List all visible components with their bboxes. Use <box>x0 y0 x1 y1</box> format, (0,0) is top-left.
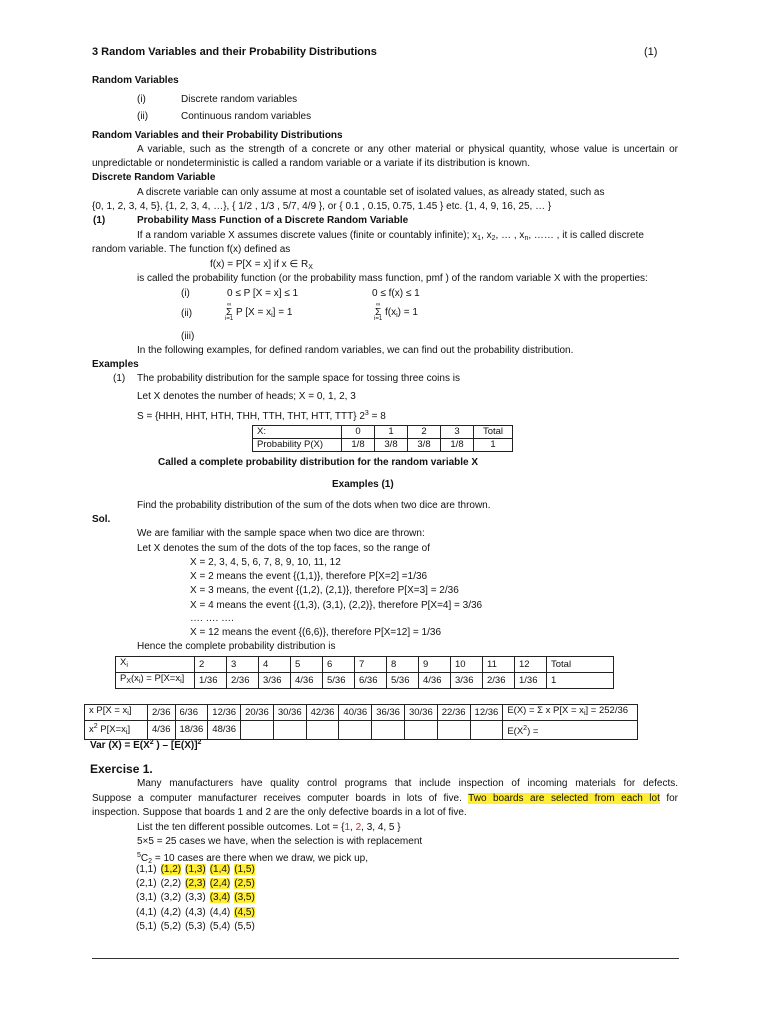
outcome-pair: (4,1) <box>136 906 157 918</box>
table-cell: x $P[X = x_i]$ <box>85 705 148 721</box>
paragraph-line: A variable, such as the strength of a concrete or any other material or physical quantity, whose value is uncertain or <box>137 144 678 155</box>
formula: f(x) = P[X = x] if x ∈ $R_X$ <box>210 259 313 271</box>
paragraph-line: We are familiar with the sample space when two dice are thrown: <box>137 528 425 539</box>
outcome-pair: (4,5) <box>234 906 255 918</box>
paragraph-line: X = 4 means the event {(1,3), (3,1), (2,2)}, therefore P[X=4] = 3/36 <box>190 600 483 611</box>
paragraph-line: random variable. The function f(x) defined as <box>92 244 291 255</box>
coin-distribution-table <box>252 425 513 452</box>
dice-distribution-table <box>115 656 614 689</box>
table-cell: 2/36 <box>227 673 259 689</box>
table-cell: 1 <box>474 439 513 452</box>
list-num: (ii) <box>181 308 193 319</box>
outcome-row <box>136 921 259 933</box>
table-cell: 7 <box>355 657 387 673</box>
table-row <box>253 439 513 452</box>
table-cell: 18/36 <box>175 721 208 740</box>
table-cell: 10 <box>451 657 483 673</box>
paragraph-line: X = 12 means the event {(6,6)}, therefore P[X=12] = 1/36 <box>190 627 442 638</box>
outcome-pair: (2,4) <box>209 878 231 890</box>
outcome-pair: (4,3) <box>185 906 206 918</box>
table-cell: $P_X(x_i) = P[X=x_i]$ <box>116 673 195 689</box>
table-cell <box>339 721 372 740</box>
outcome-pair: (1,3) <box>185 864 206 875</box>
outcome-pair: (2,3) <box>185 878 206 890</box>
table-cell: 3 <box>441 426 474 439</box>
outcome-pair: (2,2) <box>160 878 182 890</box>
list-item: Discrete random variables <box>181 94 298 105</box>
table-cell: 22/36 <box>437 705 470 721</box>
paragraph-line: X = 2 means the event {(1,1)}, therefore P[X=2] =1/36 <box>190 571 428 582</box>
paragraph-line: Hence the complete probability distribution is <box>137 641 336 652</box>
table-row <box>253 426 513 439</box>
table-cell: 5/36 <box>387 673 419 689</box>
table-cell: 5/36 <box>323 673 355 689</box>
table-cell: 48/36 <box>208 721 241 740</box>
outcome-row <box>136 878 259 890</box>
table-cell: 3/36 <box>451 673 483 689</box>
expectation-table <box>84 704 638 740</box>
outcome-pair: (3,2) <box>160 892 182 904</box>
table-cell: 12 <box>515 657 547 673</box>
table-cell: 4/36 <box>148 721 176 740</box>
example-number: (1) <box>113 373 126 384</box>
table-cell: 1/8 <box>342 439 375 452</box>
table-cell: 5 <box>291 657 323 673</box>
outcome-pair: (5,2) <box>160 920 182 932</box>
paragraph-line: …. …. …. <box>190 613 234 624</box>
outcome-pair: (3,3) <box>185 892 206 904</box>
table-cell: 9 <box>419 657 451 673</box>
table-caption: Called a complete probability distribution for the random variable X <box>158 457 479 468</box>
table-cell: 30/36 <box>404 705 437 721</box>
paragraph-line: Suppose a computer manufacturer receives computer boards in lots of five. Two boards are selected from each lot for <box>92 793 679 804</box>
footer-rule <box>92 958 679 959</box>
table-cell <box>470 721 503 740</box>
section-heading: Random Variables and their Probability Distributions <box>92 130 343 141</box>
paragraph-line: S = {HHH, HHT, HTH, THH, TTH, THT, HTT, TTT} $2^3 = 8$ <box>137 410 386 422</box>
table-cell: Total <box>547 657 614 673</box>
paragraph-line: X = 3 means, the event {(1,2), (2,1)}, therefore P[X=3] = 2/36 <box>190 585 459 596</box>
outcome-pair: (1,1) <box>136 864 157 875</box>
paragraph-line: $^5C_2 = 10$ cases are there when we draw, we pick up, <box>137 852 368 865</box>
table-cell: 3/36 <box>259 673 291 689</box>
table-cell: X: <box>253 426 342 439</box>
paragraph-line: Find the probability distribution of the sum of the dots when two dice are thrown. <box>137 500 491 511</box>
outcome-pair: (5,5) <box>234 920 255 932</box>
section-number: (1) <box>93 215 106 226</box>
list-num: (iii) <box>181 331 195 342</box>
table-row <box>116 657 614 673</box>
table-cell: Total <box>474 426 513 439</box>
table-cell <box>404 721 437 740</box>
table-cell: 36/36 <box>372 705 405 721</box>
outcome-pair: (4,4) <box>209 906 231 918</box>
outcome-pair: (1,4) <box>209 864 231 875</box>
paragraph-line: A discrete variable can only assume at most a countable set of isolated values, as already stated, such as <box>137 187 605 198</box>
table-cell: 1 <box>547 673 614 689</box>
outcome-pair: (3,5) <box>234 892 255 904</box>
formula: ∞ Σ i=1 P $[X = x_i] = 1$ <box>225 302 293 322</box>
page-number: (1) <box>644 46 658 58</box>
formula: 0 ≤ f(x) ≤ 1 <box>372 288 420 299</box>
table-cell: 2 <box>408 426 441 439</box>
outcome-pair: (5,3) <box>185 920 206 932</box>
table-cell: 6 <box>323 657 355 673</box>
list-item: Continuous random variables <box>181 111 312 122</box>
table-cell <box>241 721 274 740</box>
table-cell: 4/36 <box>419 673 451 689</box>
outcome-pair: (3,4) <box>209 892 231 904</box>
outcome-pair: (3,1) <box>136 892 157 904</box>
highlighted-text: Two boards are selected from each lot <box>468 793 660 804</box>
table-cell <box>437 721 470 740</box>
section-heading: Examples (1) <box>332 479 394 490</box>
list-num: (ii) <box>137 111 149 122</box>
table-cell: $X_i$ <box>116 657 195 673</box>
paragraph-line: If a random variable X assumes discrete values (finite or countably infinite); $x_1$, $x_2$, … , $x_n$, …… , it is called discrete <box>137 230 644 242</box>
table-cell: 2 <box>195 657 227 673</box>
table-cell: 30/36 <box>273 705 306 721</box>
table-cell: 1 <box>375 426 408 439</box>
outcome-row <box>136 864 259 876</box>
paragraph-line: inspection. Suppose that boards 1 and 2 are the only defective boards in a lot of five. <box>92 807 467 818</box>
table-cell: $E(X^2)$ = <box>503 721 638 740</box>
formula: 0 ≤ P [X = x] ≤ 1 <box>227 288 299 299</box>
outcome-row <box>136 892 259 904</box>
variance-formula: Var $(X) = E(X^2$ ) – $[E(X)]^2$ <box>90 739 202 751</box>
outcome-row <box>136 907 259 919</box>
table-cell: 1/36 <box>515 673 547 689</box>
paragraph-line: is called the probability function (or the probability mass function, pmf ) of the random variable X with the properties: <box>137 273 648 284</box>
table-cell: 11 <box>483 657 515 673</box>
outcome-pair: (4,2) <box>160 906 182 918</box>
outcome-pair: (2,1) <box>136 878 157 890</box>
table-cell: $x^2$ $P[X=x_i]$ <box>85 721 148 740</box>
table-cell: 1/8 <box>441 439 474 452</box>
outcome-pair: (2,5) <box>234 878 255 890</box>
table-cell: 6/36 <box>355 673 387 689</box>
table-cell: 1/36 <box>195 673 227 689</box>
table-cell: 4 <box>259 657 291 673</box>
paragraph-line: The probability distribution for the sample space for tossing three coins is <box>137 373 460 384</box>
section-heading: Discrete Random Variable <box>92 172 216 183</box>
paragraph-line: List the ten different possible outcomes. Lot = {1, 2, 3, 4, 5 } <box>137 822 401 833</box>
paragraph-line: unpredictable or nondeterministic is called a random variable or a variate if its distribution is known. <box>92 158 530 169</box>
table-cell: 12/36 <box>208 705 241 721</box>
table-cell: 20/36 <box>241 705 274 721</box>
section-heading: Probability Mass Function of a Discrete Random Variable <box>137 215 409 226</box>
table-row <box>116 673 614 689</box>
outcome-pair: (5,1) <box>136 920 157 932</box>
random-variables-heading: Random Variables <box>92 75 179 86</box>
table-cell: E(X) = Σ x $P[X = x_i] = 252/36$ <box>503 705 638 721</box>
table-cell: 3 <box>227 657 259 673</box>
table-cell: Probability P(X) <box>253 439 342 452</box>
sigma-symbol: ∞ Σ i=1 <box>374 302 383 322</box>
table-cell: 2/36 <box>483 673 515 689</box>
paragraph-line: Let X denotes the sum of the dots of the top faces, so the range of <box>137 543 430 554</box>
table-cell: 42/36 <box>306 705 339 721</box>
outcome-pair: (5,4) <box>209 920 231 932</box>
paragraph-line: Let X denotes the number of heads; X = 0, 1, 2, 3 <box>137 391 356 402</box>
paragraph-line: {0, 1, 2, 3, 4, 5}, {1, 2, 3, 4, …}, { 1/2 , 1/3 , 5/7, 4/9 }, or { 0.1 , 0.15, 0.75, 1.45 } etc. {1, 4, 9, 16, 25, … } <box>92 201 552 212</box>
page-title: 3 Random Variables and their Probability Distributions <box>92 46 377 58</box>
table-cell: 4/36 <box>291 673 323 689</box>
outcome-pair: (1,5) <box>234 864 255 875</box>
table-cell <box>372 721 405 740</box>
table-cell: 0 <box>342 426 375 439</box>
table-cell: 3/8 <box>375 439 408 452</box>
paragraph-line: Many manufacturers have quality control programs that include inspection of incoming materials for defects. <box>137 778 678 789</box>
table-cell: 6/36 <box>175 705 208 721</box>
outcome-pair: (1,2) <box>160 864 182 875</box>
paragraph-line: In the following examples, for defined random variables, we can find out the probability distribution. <box>137 345 574 356</box>
solution-label: Sol. <box>92 514 111 525</box>
list-num: (i) <box>181 288 190 299</box>
paragraph-line: 5×5 = 25 cases we have, when the selection is with replacement <box>137 836 423 847</box>
table-cell: 12/36 <box>470 705 503 721</box>
list-num: (i) <box>137 94 146 105</box>
exercise-heading: Exercise 1. <box>90 762 153 776</box>
table-row <box>85 705 638 721</box>
table-cell: 40/36 <box>339 705 372 721</box>
table-cell: 2/36 <box>148 705 176 721</box>
table-cell <box>306 721 339 740</box>
table-cell: 3/8 <box>408 439 441 452</box>
section-heading: Examples <box>92 359 139 370</box>
formula: ∞ Σ i=1 $f(x_i) = 1$ <box>374 302 418 322</box>
paragraph-line: X = 2, 3, 4, 5, 6, 7, 8, 9, 10, 11, 12 <box>190 557 341 568</box>
sigma-symbol: ∞ Σ i=1 <box>225 302 234 322</box>
table-cell <box>273 721 306 740</box>
table-cell: 8 <box>387 657 419 673</box>
